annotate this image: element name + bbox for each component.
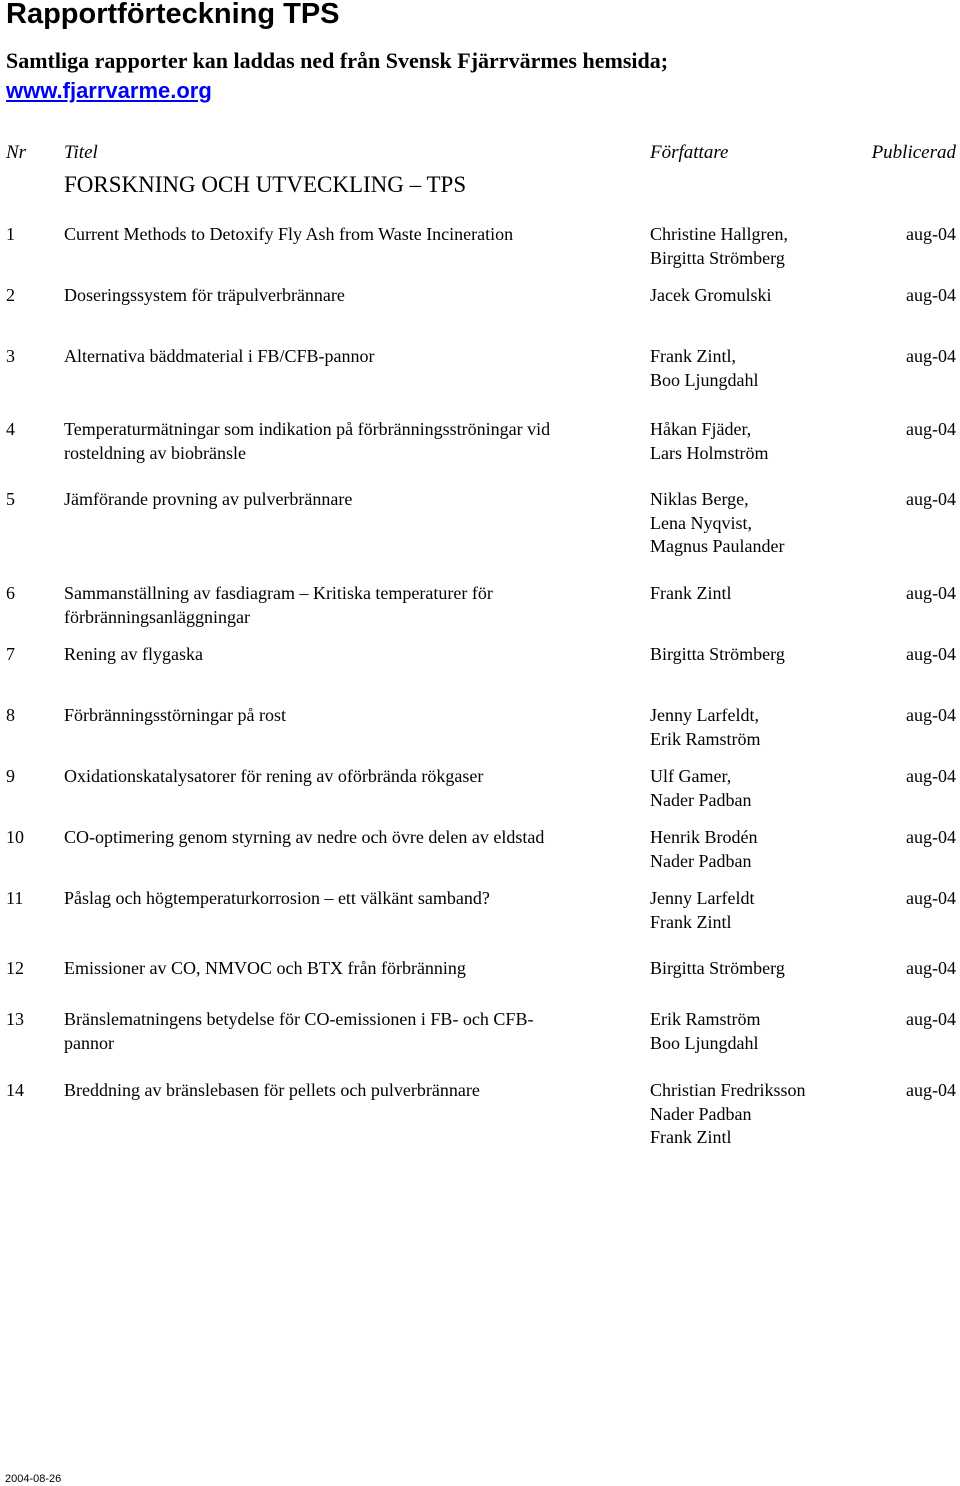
report-authors (650, 1079, 870, 1150)
report-authors-line: Birgitta Strömberg (650, 644, 785, 664)
report-number: 10 (6, 827, 24, 847)
report-number: 14 (6, 1080, 24, 1100)
report-title (64, 284, 630, 308)
report-authors-line: Frank Zintl (650, 583, 732, 603)
report-title (64, 1008, 630, 1055)
report-authors-line: Nader Padban (650, 850, 752, 871)
report-title (64, 765, 630, 789)
report-authors-line: Lena Nyqvist, (650, 512, 752, 533)
report-authors-line: Håkan Fjäder, (650, 419, 752, 439)
report-authors-line: Erik Ramström (650, 728, 761, 749)
report-published: aug-04 (906, 489, 956, 509)
report-published: aug-04 (906, 888, 956, 908)
report-authors-line: Boo Ljungdahl (650, 1032, 759, 1053)
report-number: 12 (6, 958, 24, 978)
section-title: FORSKNING OCH UTVECKLING – TPS (64, 172, 467, 197)
report-title-line: Förbränningsstörningar på rost (64, 705, 286, 725)
report-published: aug-04 (906, 346, 956, 366)
report-authors-line: Christine Hallgren, (650, 224, 788, 244)
report-title (64, 957, 630, 981)
report-authors (650, 223, 870, 270)
column-header-forfattare: Författare (650, 142, 729, 163)
report-authors-line: Henrik Brodén (650, 827, 758, 847)
report-title-line: Jämförande provning av pulverbrännare (64, 489, 353, 509)
report-authors-line: Nader Padban (650, 1103, 752, 1124)
report-title-line: Emissioner av CO, NMVOC och BTX från förbränning (64, 958, 466, 978)
report-authors-line: Magnus Paulander (650, 536, 785, 556)
report-published: aug-04 (906, 1009, 956, 1029)
report-title-line: förbränningsanläggningar (64, 606, 250, 627)
report-title-line: Alternativa bäddmaterial i FB/CFB-pannor (64, 346, 375, 366)
report-authors-line: Jenny Larfeldt, (650, 705, 759, 725)
report-authors-line: Lars Holmström (650, 442, 769, 463)
report-authors (650, 418, 870, 465)
report-number: 2 (6, 285, 15, 305)
footer-date: 2004-08-26 (5, 1473, 62, 1485)
report-title-line: Temperaturmätningar som indikation på förbränningsströningar vid (64, 419, 551, 439)
report-number: 3 (6, 346, 15, 366)
report-published: aug-04 (906, 644, 956, 664)
report-published: aug-04 (906, 827, 956, 847)
report-authors-line: Frank Zintl (650, 1127, 732, 1147)
report-authors-line: Ulf Gamer, (650, 766, 732, 786)
report-authors (650, 345, 870, 392)
report-title-line: Påslag och högtemperaturkorrosion – ett välkänt samband? (64, 888, 490, 908)
report-published: aug-04 (906, 583, 956, 603)
report-published: aug-04 (906, 958, 956, 978)
report-title-line: CO-optimering genom styrning av nedre och övre delen av eldstad (64, 827, 545, 847)
report-authors-line: Birgitta Strömberg (650, 247, 785, 268)
report-number: 13 (6, 1009, 24, 1029)
report-number: 5 (6, 489, 15, 509)
report-authors (650, 582, 870, 606)
report-authors-line: Boo Ljungdahl (650, 369, 759, 390)
report-published: aug-04 (906, 705, 956, 725)
report-authors-line: Jenny Larfeldt (650, 888, 755, 908)
column-header-publicerad: Publicerad (871, 142, 956, 163)
report-number: 6 (6, 583, 15, 603)
report-authors-line: Birgitta Strömberg (650, 958, 785, 978)
report-title-line: Current Methods to Detoxify Fly Ash from Waste Incineration (64, 224, 514, 244)
report-title-line: rosteldning av biobränsle (64, 442, 246, 463)
report-published: aug-04 (906, 766, 956, 786)
report-published: aug-04 (906, 224, 956, 244)
column-header-titel: Titel (64, 142, 98, 163)
report-authors (650, 887, 870, 934)
report-title (64, 418, 630, 465)
report-authors (650, 284, 870, 308)
report-title (64, 704, 630, 728)
report-title-line: Doseringssystem för träpulverbrännare (64, 285, 345, 305)
column-header-nr: Nr (6, 142, 27, 163)
report-authors (650, 957, 870, 981)
page-title: Rapportförteckning TPS (6, 0, 340, 30)
report-authors-line: Frank Zintl (650, 911, 732, 932)
report-title-line: Rening av flygaska (64, 644, 203, 664)
report-title (64, 1079, 630, 1103)
report-published: aug-04 (906, 419, 956, 439)
report-title (64, 582, 630, 629)
report-title-line: Breddning av bränslebasen för pellets och pulverbrännare (64, 1080, 480, 1100)
report-authors-line: Frank Zintl, (650, 346, 736, 366)
report-authors-line: Jacek Gromulski (650, 285, 772, 305)
report-authors (650, 643, 870, 667)
report-title (64, 826, 630, 850)
report-title (64, 223, 630, 247)
report-title-line: pannor (64, 1032, 114, 1053)
report-authors (650, 765, 870, 812)
report-authors (650, 704, 870, 751)
report-number: 9 (6, 766, 15, 786)
report-published: aug-04 (906, 285, 956, 305)
report-title-line: Sammanställning av fasdiagram – Kritiska temperaturer för (64, 583, 493, 603)
report-title (64, 887, 630, 911)
report-title (64, 345, 630, 369)
report-authors-line: Erik Ramström (650, 1009, 761, 1029)
website-link[interactable]: www.fjarrvarme.org (6, 78, 212, 103)
report-authors (650, 488, 870, 559)
report-title (64, 643, 630, 667)
report-authors-line: Niklas Berge, (650, 489, 749, 509)
report-number: 4 (6, 419, 15, 439)
report-published: aug-04 (906, 1080, 956, 1100)
report-authors-line: Nader Padban (650, 789, 752, 810)
report-title (64, 488, 630, 512)
page-subtitle: Samtliga rapporter kan laddas ned från Svensk Fjärrvärmes hemsida; (6, 48, 669, 73)
report-number: 7 (6, 644, 15, 664)
report-authors (650, 1008, 870, 1055)
report-number: 11 (6, 888, 24, 908)
report-number: 1 (6, 224, 15, 244)
report-authors (650, 826, 870, 873)
report-number: 8 (6, 705, 15, 725)
report-authors-line: Christian Fredriksson (650, 1080, 806, 1100)
report-title-line: Bränslematningens betydelse för CO-emissionen i FB- och CFB- (64, 1009, 534, 1029)
report-title-line: Oxidationskatalysatorer för rening av oförbrända rökgaser (64, 766, 484, 786)
